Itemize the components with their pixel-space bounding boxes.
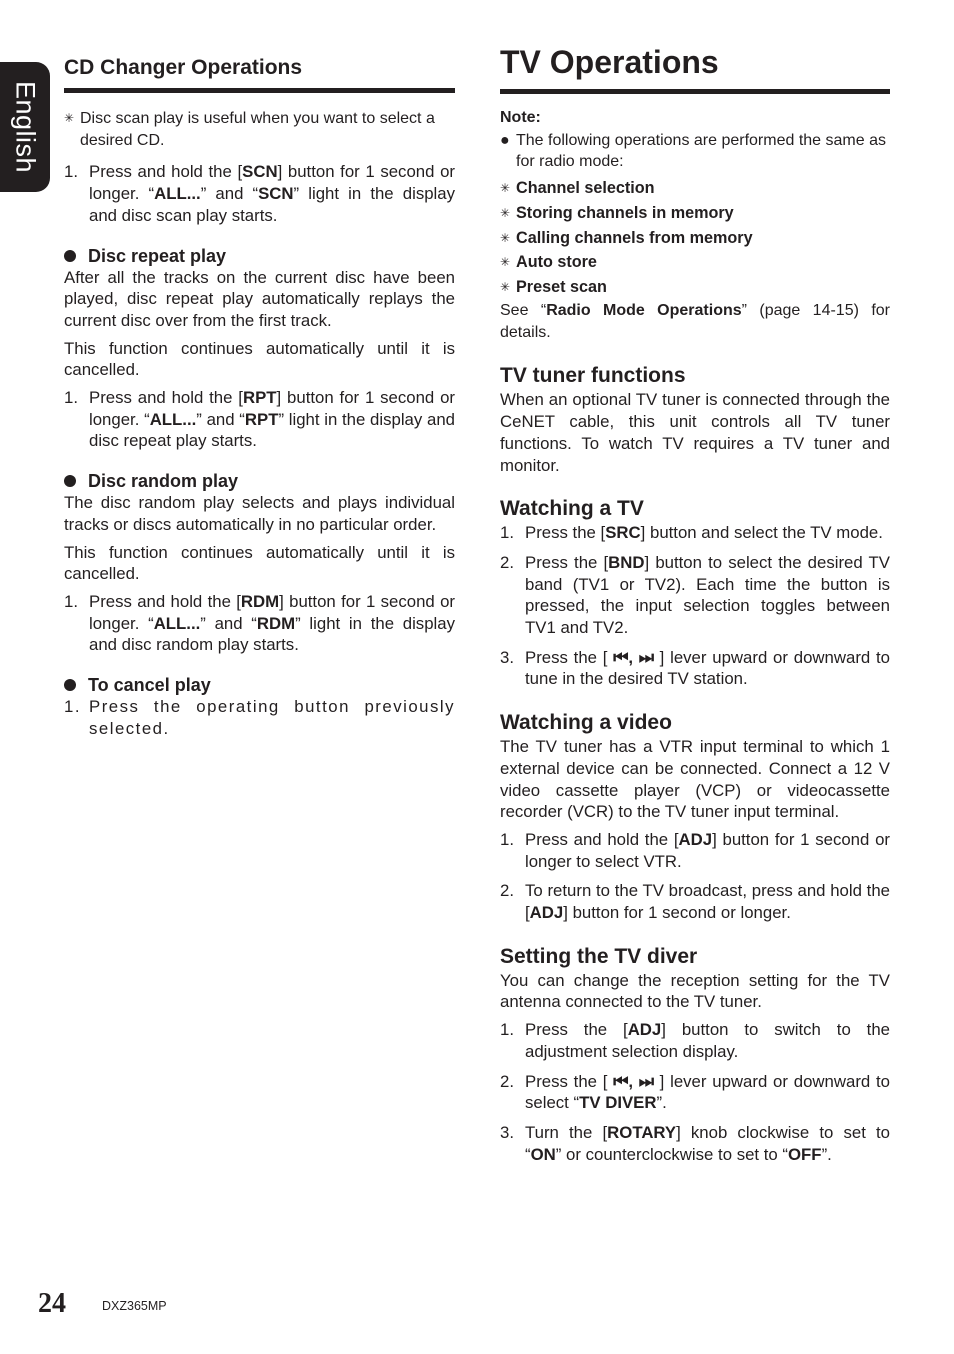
language-tab-label: English <box>10 80 41 174</box>
see-reference: See “Radio Mode Operations” (page 14-15) for details. <box>500 301 890 341</box>
tv-content <box>500 108 890 1173</box>
note-item: ✳ Storing channels in memory <box>500 201 890 226</box>
cancel-step: 1. Press the operating button previously selected. <box>64 697 455 738</box>
cancel-heading: To cancel play <box>64 674 455 696</box>
diver-paragraph: You can change the reception setting for the TV antenna connected to the TV tuner. <box>500 970 890 1012</box>
random-paragraph-2: This function continues automatically until it is cancelled. <box>64 542 455 584</box>
random-paragraph: The disc random play selects and plays individual tracks or discs automatically in no particular order. <box>64 493 455 534</box>
tuner-paragraph: When an optional TV tuner is connected through the CeNET cable, this unit controls all TV tuner functions. To watch TV requires a TV tuner and monitor. <box>500 390 890 475</box>
section-title: CD Changer Operations <box>64 56 455 93</box>
model-number: DXZ365MP <box>102 1299 167 1313</box>
repeat-paragraph: After all the tracks on the current disc have been played, disc repeat play automatically replays the current disc over from the first track. <box>64 267 455 330</box>
page-number: 24 <box>38 1288 66 1319</box>
watch-video-step: 2. To return to the TV broadcast, press and hold the [ADJ] button for 1 second or longer. <box>500 881 890 923</box>
diver-step: 1. Press the [ADJ] button to switch to the adjustment selection display. <box>500 1020 890 1061</box>
note-bullet: ● The following operations are performed the same as for radio mode: <box>500 132 886 170</box>
diver-step: 2. Press the [ ⏮, ⏭ ] lever upward or downward to select “TV DIVER”. <box>500 1071 891 1113</box>
tuner-heading: TV tuner functions <box>500 364 686 388</box>
bullet-icon <box>64 475 76 487</box>
watch-video-paragraph: The TV tuner has a VTR input terminal to which 1 external device can be connected. Connect a 12 V video cassette player (VCP) or videocassette recorder (VCR) to the TV tuner input terminal. <box>500 737 890 822</box>
repeat-paragraph-2: This function continues automatically until it is cancelled. <box>64 338 455 380</box>
skip-lever-icon: ⏮, ⏭ <box>613 1071 654 1091</box>
note-label: Note: <box>500 109 541 126</box>
watch-tv-step: 1. Press the [SRC] button and select the TV mode. <box>500 523 883 543</box>
watch-video-heading: Watching a video <box>500 711 672 735</box>
bullet-icon <box>64 250 76 262</box>
watch-tv-heading: Watching a TV <box>500 497 644 521</box>
note-item: ✳ Channel selection <box>500 176 890 201</box>
asterisk-icon: ✳ <box>500 280 511 295</box>
random-heading: Disc random play <box>64 470 455 492</box>
asterisk-icon: ✳ <box>500 230 511 245</box>
bullet-icon <box>64 679 76 691</box>
scan-step: 1. Press and hold the [SCN] button for 1 second or longer. “ALL...” and “SCN” light in the display and disc scan play starts. <box>64 162 455 225</box>
asterisk-icon: ✳ <box>500 181 511 195</box>
note-item: ✳ Calling channels from memory <box>500 226 890 251</box>
bullet-icon: ● <box>500 132 510 149</box>
language-tab <box>0 62 50 192</box>
random-step: 1. Press and hold the [RDM] button for 1 second or longer. “ALL...” and “RDM” light in the display and disc random play starts. <box>64 591 455 655</box>
note-item: ✳ Preset scan <box>500 275 890 300</box>
intro-note <box>64 108 455 151</box>
diver-step: 3. Turn the [ROTARY] knob clockwise to set to “ON” or counterclockwise to set to “OFF”. <box>500 1122 891 1164</box>
asterisk-icon: ✳ <box>500 205 511 220</box>
watch-tv-step: 3. Press the [ ⏮, ⏭ ] lever upward or downward to tune in the desired TV station. <box>500 647 891 689</box>
watch-tv-step: 2. Press the [BND] button to select the desired TV band (TV1 or TV2). Each time the button is pressed, the input selection toggles between TV1 and TV2. <box>500 552 890 638</box>
skip-lever-icon: ⏮, ⏭ <box>613 647 654 667</box>
note-item: ✳ Auto store <box>500 250 890 275</box>
cd-changer-content <box>64 108 455 747</box>
repeat-step: 1. Press and hold the [RPT] button for 1 second or longer. “ALL...” and “RPT” light in the display and disc repeat play starts. <box>64 388 455 451</box>
diver-heading: Setting the TV diver <box>500 944 698 968</box>
watch-video-step: 1. Press and hold the [ADJ] button for 1 second or longer to select VTR. <box>500 829 890 871</box>
asterisk-icon: ✳ <box>64 111 75 125</box>
intro-note-text: Disc scan play is useful when you want to select a desired CD. <box>80 110 435 149</box>
repeat-heading: Disc repeat play <box>64 245 455 267</box>
asterisk-icon: ✳ <box>500 255 511 270</box>
page-title: TV Operations <box>500 44 890 94</box>
